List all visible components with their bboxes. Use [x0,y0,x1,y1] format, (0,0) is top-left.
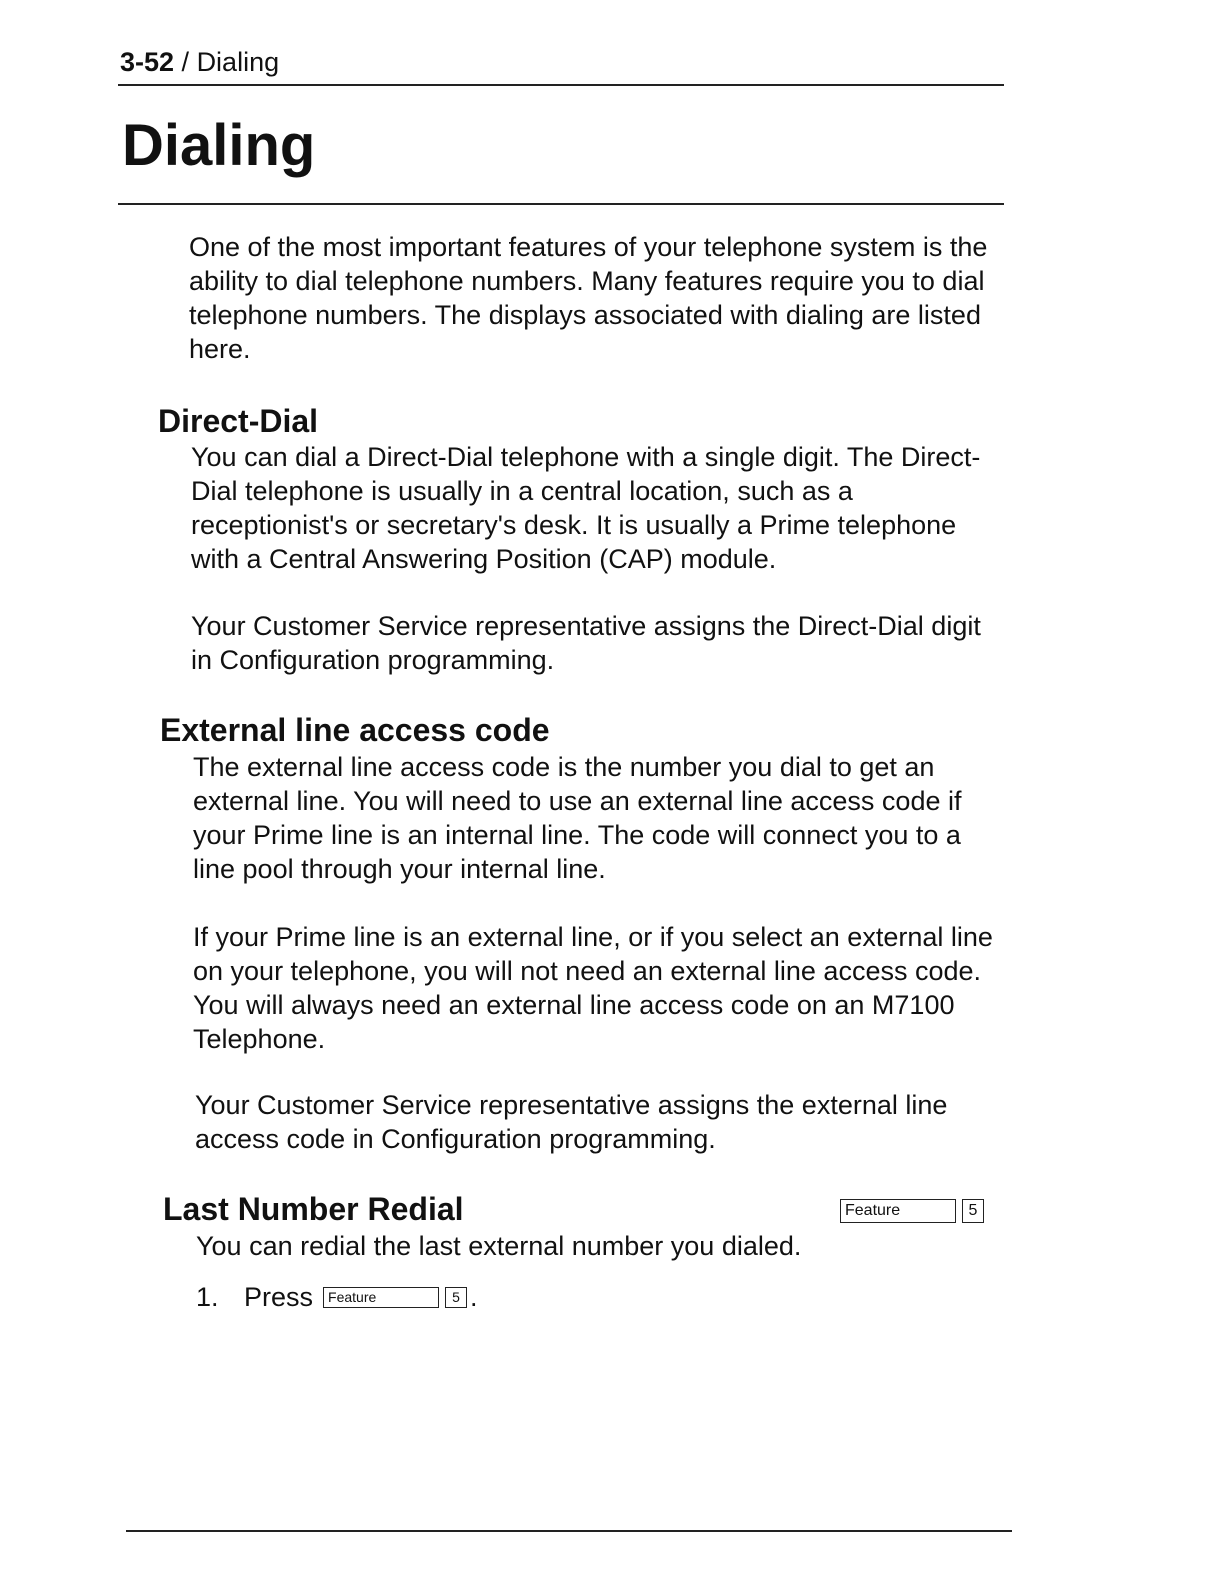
step-text: Press [244,1282,314,1312]
page-number: 3-52 [120,47,175,77]
step-key-sequence [323,1287,467,1308]
step-feature-key-icon: Feature [323,1287,439,1308]
redial-description: You can redial the last external number you dialed. [196,1231,802,1261]
feature-key-icon: Feature [840,1199,956,1223]
header-separator: / [174,47,197,77]
header-rule [118,84,1004,86]
running-header [120,46,279,78]
last-number-redial-heading: Last Number Redial [163,1191,464,1227]
title-rule [118,203,1004,205]
page-title: Dialing [122,113,316,178]
external-line-heading: External line access code [160,712,550,748]
intro-paragraph: One of the most important features of your telephone system is the ability to dial telephone numbers. Many features require you to dial telephone numbers. The displays associated with dialing are listed here. [189,232,988,364]
footer-rule [126,1530,1012,1532]
direct-dial-heading: Direct-Dial [158,403,319,439]
redial-key-sequence [840,1199,984,1223]
step-number: 1. [196,1282,219,1312]
external-line-paragraph-1: The external line access code is the number you dial to get an external line. You will need to use an external line access code if your Prime line is an internal line. The code will connect you to a line pool through your internal line. [193,752,962,884]
external-line-paragraph-3: Your Customer Service representative assigns the external line access code in Configuration programming. [195,1090,948,1154]
redial-step-1 [196,1280,478,1314]
digit-key-icon: 5 [962,1199,984,1223]
direct-dial-paragraph-1: You can dial a Direct-Dial telephone with a single digit. The Direct-Dial telephone is usually in a central location, such as a receptionist's or secretary's desk. It is usually a Prime telephone with a Central Answering Position (CAP) module. [191,442,981,574]
step-digit-key-icon: 5 [445,1287,467,1308]
external-line-paragraph-2: If your Prime line is an external line, or if you select an external line on your telephone, you will not need an external line access code. You will always need an external line access code on an M7100 Telephone. [193,922,993,1054]
direct-dial-paragraph-2: Your Customer Service representative assigns the Direct-Dial digit in Configuration programming. [191,611,981,675]
step-period: . [470,1282,478,1312]
header-section: Dialing [196,47,280,77]
